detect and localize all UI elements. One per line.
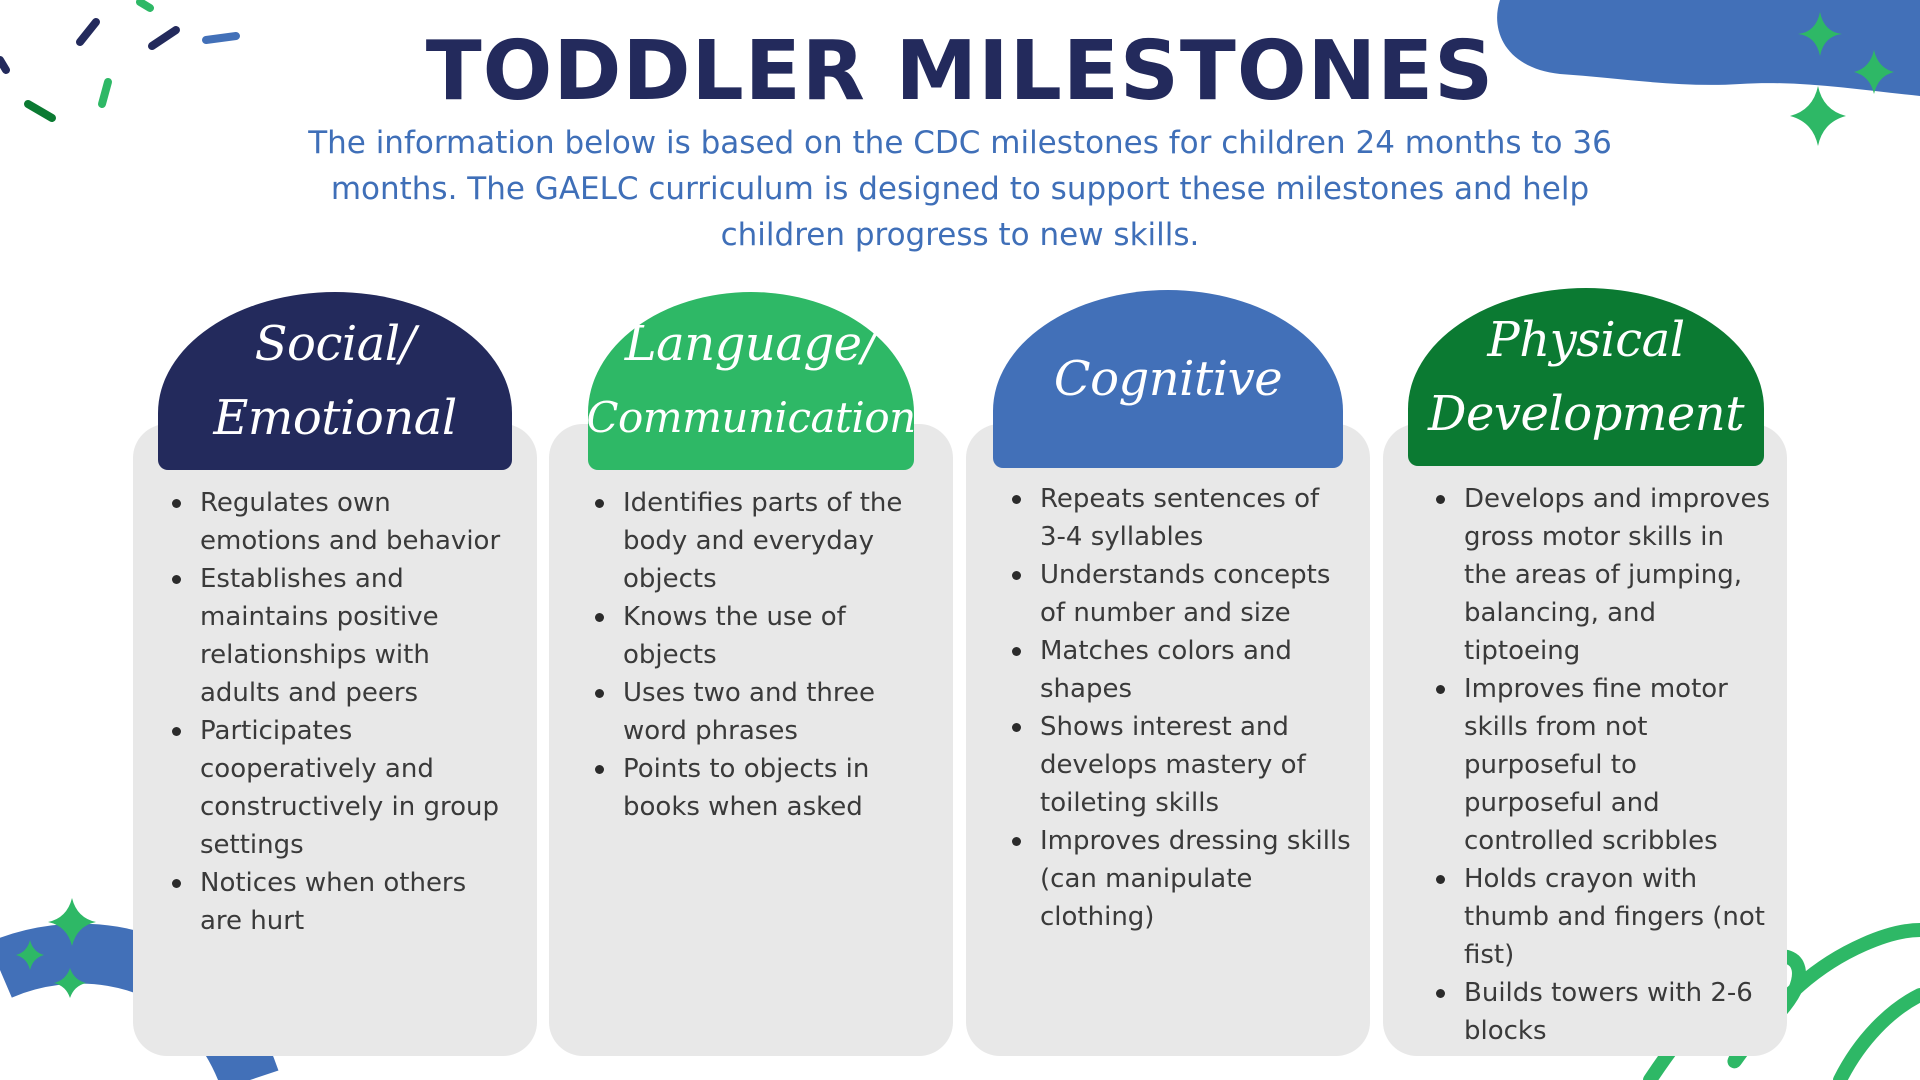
list-item: Regulates own emotions and behavior <box>168 484 508 560</box>
list-item: Builds towers with 2-6 blocks <box>1432 974 1772 1050</box>
card-heading-physical-development <box>1408 288 1764 466</box>
card-heading-line: Social/ <box>254 316 416 372</box>
list-item: Identifies parts of the body and everyday objects <box>591 484 931 598</box>
list-item: Develops and improves gross motor skills in the areas of jumping, balancing, and tiptoeing <box>1432 480 1772 670</box>
card-heading-line: Physical <box>1487 312 1685 368</box>
card-heading-line: Language/ <box>624 316 878 372</box>
list-item: Repeats sentences of 3-4 syllables <box>1008 480 1353 556</box>
card-heading-line: Emotional <box>213 390 457 446</box>
card-heading-cognitive <box>993 290 1343 468</box>
list-item: Understands concepts of number and size <box>1008 556 1353 632</box>
list-item: Establishes and maintains positive relationships with adults and peers <box>168 560 508 712</box>
list-item: Shows interest and develops mastery of toileting skills <box>1008 708 1353 822</box>
sparkle-icon <box>48 898 96 946</box>
milestone-list-social-emotional <box>168 484 508 940</box>
page-subtitle: The information below is based on the CDC milestones for children 24 months to 36 months. The GAELC curriculum is designed to support these milestones and help children progress to new skills. <box>308 125 1612 253</box>
list-item: Matches colors and shapes <box>1008 632 1353 708</box>
card-heading-language-communication <box>588 292 914 470</box>
card-heading-social-emotional <box>158 292 512 470</box>
list-item: Improves fine motor skills from not purposeful to purposeful and controlled scribbles <box>1432 670 1772 860</box>
list-item: Participates cooperatively and constructively in group settings <box>168 712 508 864</box>
list-item: Points to objects in books when asked <box>591 750 931 826</box>
list-item: Holds crayon with thumb and fingers (not fist) <box>1432 860 1772 974</box>
milestone-list-cognitive <box>1008 480 1353 936</box>
milestone-list-language-communication <box>591 484 931 826</box>
sparkle-icon <box>54 968 86 998</box>
page-title: TODDLER MILESTONES <box>425 24 1495 119</box>
list-item: Notices when others are hurt <box>168 864 508 940</box>
list-item: Improves dressing skills (can manipulate clothing) <box>1008 822 1353 936</box>
list-item: Knows the use of objects <box>591 598 931 674</box>
card-heading-line: Development <box>1427 386 1744 442</box>
card-heading-line: Cognitive <box>1053 351 1283 407</box>
sparkle-icon <box>16 940 44 970</box>
list-item: Uses two and three word phrases <box>591 674 931 750</box>
milestone-list-physical-development <box>1432 480 1772 1050</box>
swirl-bottom-right <box>1840 995 1920 1080</box>
card-heading-line: Communication <box>586 393 916 442</box>
